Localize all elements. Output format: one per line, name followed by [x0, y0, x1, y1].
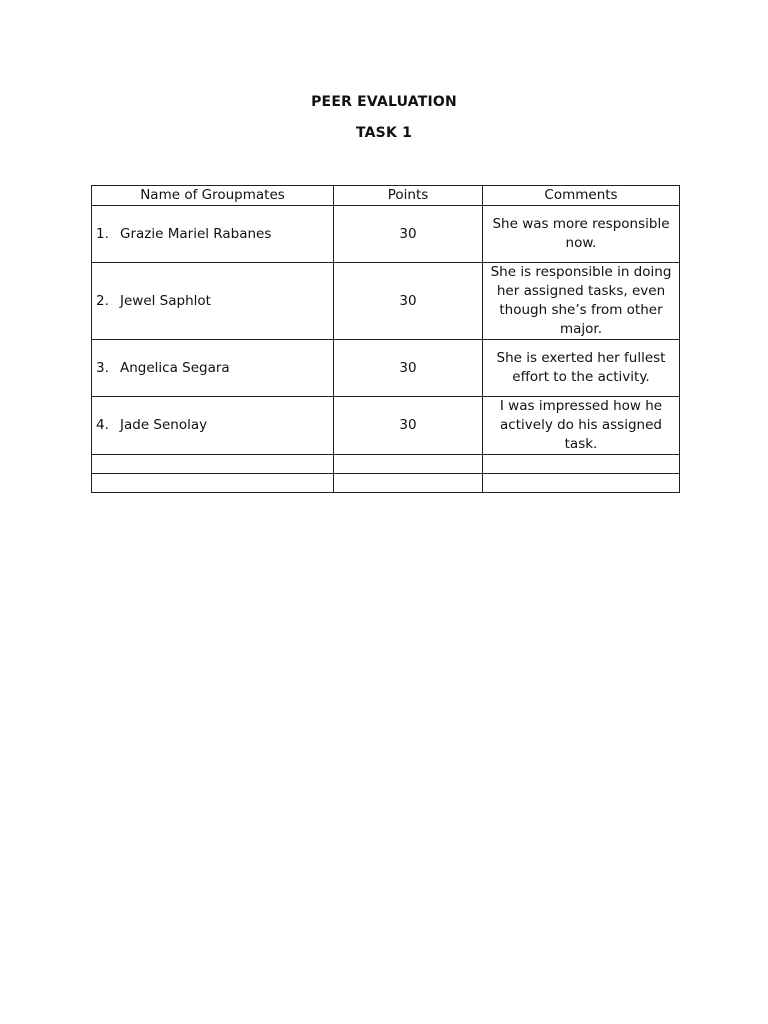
points-cell: 30 — [334, 206, 483, 263]
table-row — [92, 263, 680, 340]
groupmate-name: Jewel Saphlot — [120, 292, 211, 309]
table-row — [92, 397, 680, 455]
row-number: 3. — [96, 359, 109, 376]
document-title: PEER EVALUATION — [311, 94, 457, 110]
points-cell: 30 — [334, 397, 483, 455]
header-name: Name of Groupmates — [92, 186, 334, 206]
header-comments: Comments — [483, 186, 680, 206]
table-row — [92, 340, 680, 397]
groupmate-name: Jade Senolay — [120, 417, 208, 433]
empty-cell — [334, 455, 483, 474]
row-number: 1. — [96, 225, 109, 242]
empty-cell — [483, 455, 680, 474]
points-cell: 30 — [334, 340, 483, 397]
comment-cell: I was impressed how he actively do his assigned task. — [483, 397, 680, 455]
header-points: Points — [334, 186, 483, 206]
groupmate-name-cell — [92, 340, 334, 397]
points-cell: 30 — [334, 263, 483, 340]
groupmate-name: Angelica Segara — [120, 359, 230, 376]
empty-cell — [483, 474, 680, 493]
groupmate-name-cell — [92, 206, 334, 263]
comment-cell: She is exerted her fullest effort to the activity. — [483, 340, 680, 397]
empty-table-row — [92, 455, 680, 474]
row-number: 2. — [96, 292, 109, 309]
groupmate-name: Grazie Mariel Rabanes — [120, 225, 272, 242]
empty-cell — [334, 474, 483, 493]
table-header-row — [92, 186, 680, 206]
groupmate-name-cell — [92, 397, 334, 455]
groupmate-name-cell — [92, 263, 334, 340]
empty-cell — [92, 474, 334, 493]
document-subtitle: TASK 1 — [355, 125, 413, 141]
table-row — [92, 206, 680, 263]
comment-cell: She is responsible in doing her assigned tasks, even though she’s from other major. — [483, 263, 680, 340]
empty-table-row — [92, 474, 680, 493]
comment-cell: She was more responsible now. — [483, 206, 680, 263]
row-number: 4. — [96, 417, 109, 433]
empty-cell — [92, 455, 334, 474]
peer-evaluation-table — [91, 185, 680, 493]
